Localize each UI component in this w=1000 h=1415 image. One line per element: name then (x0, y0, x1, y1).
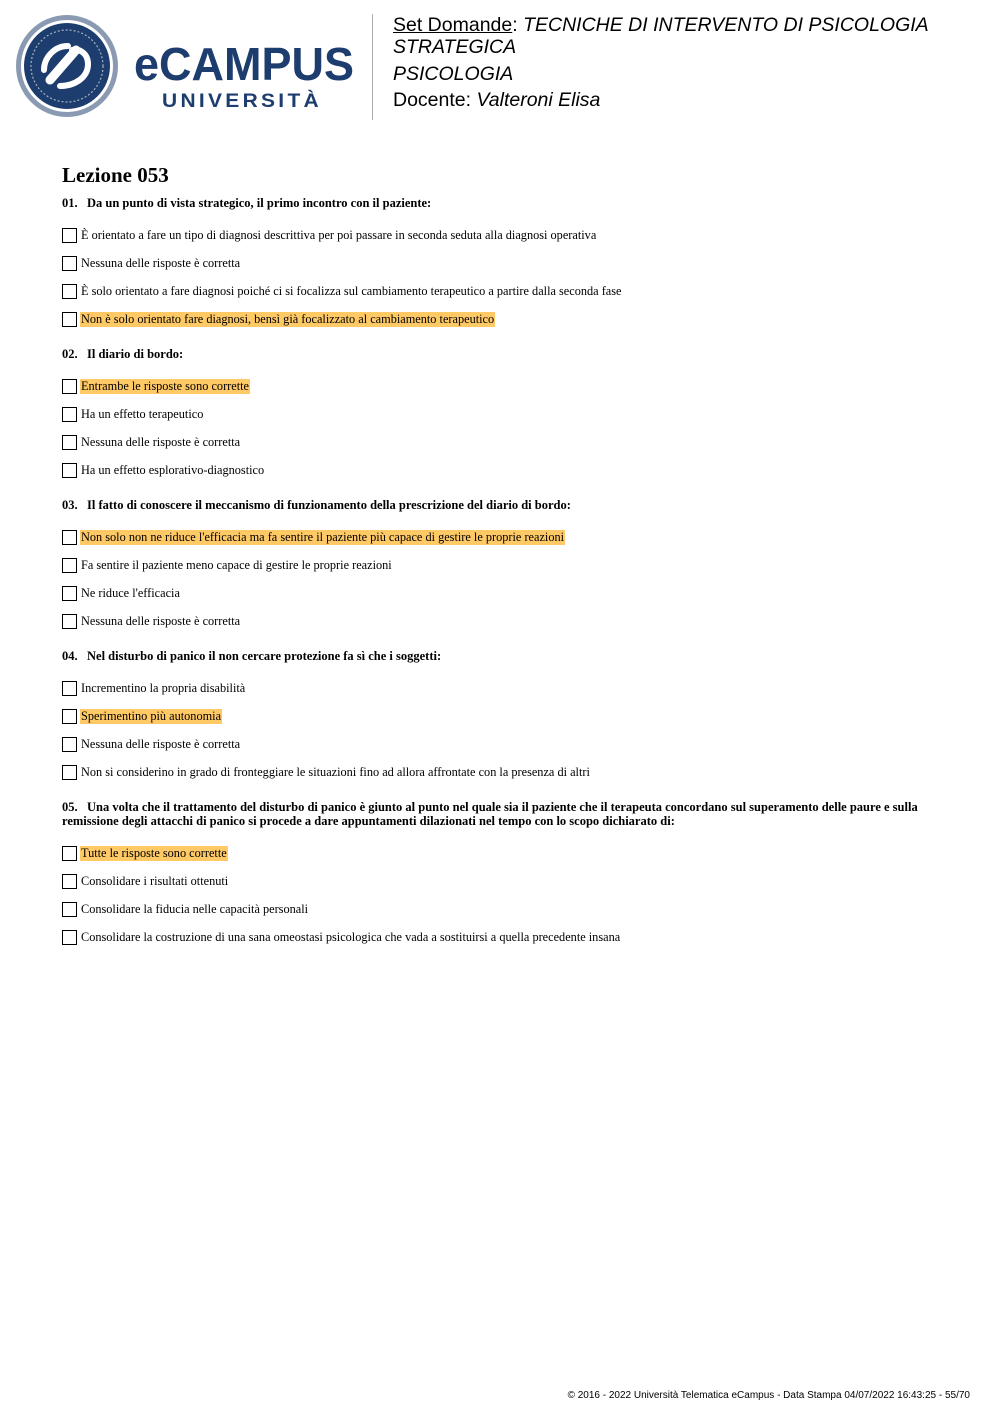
answer-checkbox[interactable] (62, 902, 77, 917)
answer-label-highlighted: Tutte le risposte sono corrette (81, 845, 227, 860)
answer-label: È orientato a fare un tipo di diagnosi descrittiva per poi passare in seconda seduta alla diagnosi operativa (81, 227, 597, 242)
answer-checkbox[interactable] (62, 379, 77, 394)
answer-option-correct[interactable] (62, 305, 942, 333)
answer-option-correct[interactable] (62, 702, 942, 730)
answer-label: Ha un effetto terapeutico (81, 406, 204, 421)
answer-label: Ne riduce l'efficacia (81, 585, 180, 600)
answer-option[interactable] (62, 456, 942, 484)
answer-checkbox[interactable] (62, 765, 77, 780)
answer-checkbox[interactable] (62, 463, 77, 478)
question-04 (62, 649, 942, 786)
answer-checkbox[interactable] (62, 312, 77, 327)
answer-checkbox[interactable] (62, 930, 77, 945)
answer-option[interactable] (62, 579, 942, 607)
answer-checkbox[interactable] (62, 614, 77, 629)
set-separator: : (512, 14, 518, 36)
answer-option[interactable] (62, 867, 942, 895)
question-prompt: Il diario di bordo: (87, 347, 184, 361)
logo-subtitle: UNIVERSITÀ (162, 91, 308, 112)
question-prompt: Una volta che il trattamento del disturbo di panico è giunto al punto nel quale sia il paziente che il terapeuta concordano sul superamento delle paure e sulla remissione degli attacchi di panico si procede a dare appuntamenti dilazionati nel tempo con lo scopo dichiarato di: (62, 800, 918, 828)
question-number: 04. (62, 649, 78, 663)
answer-option[interactable] (62, 895, 942, 923)
question-prompt: Il fatto di conoscere il meccanismo di funzionamento della prescrizione del diario di bordo: (87, 498, 571, 512)
question-prompt: Nel disturbo di panico il non cercare protezione fa sì che i soggetti: (87, 649, 442, 663)
question-text (62, 347, 942, 361)
answer-label-highlighted: Sperimentino più autonomia (81, 708, 222, 723)
question-05 (62, 800, 942, 951)
answer-option-correct[interactable] (62, 523, 942, 551)
answer-option[interactable] (62, 923, 942, 951)
teacher-line (393, 89, 983, 111)
ecampus-emblem-icon (14, 14, 359, 118)
course-name: PSICOLOGIA (393, 63, 514, 85)
answer-label: Ha un effetto esplorativo-diagnostico (81, 462, 265, 477)
question-01 (62, 196, 942, 333)
answer-checkbox[interactable] (62, 709, 77, 724)
answer-option[interactable] (62, 221, 942, 249)
course-header (393, 14, 983, 115)
answer-checkbox[interactable] (62, 586, 77, 601)
answer-checkbox[interactable] (62, 846, 77, 861)
answer-option[interactable] (62, 674, 942, 702)
question-number: 01. (62, 196, 78, 210)
question-text (62, 800, 942, 828)
question-03 (62, 498, 942, 635)
teacher-name: Valteroni Elisa (476, 89, 601, 111)
answer-option[interactable] (62, 607, 942, 635)
answer-checkbox[interactable] (62, 407, 77, 422)
answer-option[interactable] (62, 249, 942, 277)
answer-option[interactable] (62, 758, 942, 786)
question-number: 03. (62, 498, 78, 512)
answer-label: Nessuna delle risposte è corretta (81, 255, 241, 270)
answer-option[interactable] (62, 277, 942, 305)
set-label: Set Domande (393, 14, 513, 36)
answer-label: Consolidare la fiducia nelle capacità personali (81, 901, 309, 916)
question-list (62, 196, 942, 965)
page-footer: © 2016 - 2022 Università Telematica eCampus - Data Stampa 04/07/2022 16:43:25 - 55/70 (567, 1390, 970, 1401)
answer-checkbox[interactable] (62, 284, 77, 299)
answer-label: Fa sentire il paziente meno capace di gestire le proprie reazioni (81, 557, 392, 572)
answer-checkbox[interactable] (62, 681, 77, 696)
logo-brand: eCAMPUS (134, 38, 354, 90)
question-text (62, 649, 942, 663)
answer-label: Nessuna delle risposte è corretta (81, 613, 241, 628)
question-number: 05. (62, 800, 78, 814)
answer-checkbox[interactable] (62, 558, 77, 573)
answer-option-correct[interactable] (62, 372, 942, 400)
answer-label: Non si considerino in grado di fronteggiare le situazioni fino ad allora affrontate con la presenza di altri (81, 764, 590, 779)
answer-checkbox[interactable] (62, 256, 77, 271)
answer-label: È solo orientato a fare diagnosi poiché ci si focalizza sul cambiamento terapeutico a partire dalla seconda fase (81, 283, 622, 298)
answer-checkbox[interactable] (62, 874, 77, 889)
answer-label: Nessuna delle risposte è corretta (81, 434, 241, 449)
header-divider (372, 14, 373, 120)
answer-option[interactable] (62, 400, 942, 428)
ecampus-logo (14, 14, 359, 118)
answer-label: Consolidare i risultati ottenuti (81, 873, 229, 888)
answer-option[interactable] (62, 551, 942, 579)
question-number: 02. (62, 347, 78, 361)
answer-label: Nessuna delle risposte è corretta (81, 736, 241, 751)
question-02 (62, 347, 942, 484)
answer-option-correct[interactable] (62, 839, 942, 867)
answer-label-highlighted: Non solo non ne riduce l'efficacia ma fa sentire il paziente più capace di gestire le proprie reazioni (81, 529, 565, 544)
answer-checkbox[interactable] (62, 737, 77, 752)
question-text (62, 498, 942, 512)
answer-checkbox[interactable] (62, 530, 77, 545)
question-text (62, 196, 942, 210)
answer-label: Incrementino la propria disabilità (81, 680, 246, 695)
answer-label-highlighted: Entrambe le risposte sono corrette (81, 378, 250, 393)
set-title: TECNICHE DI INTERVENTO DI PSICOLOGIA STRATEGICA (393, 14, 928, 58)
lesson-title: Lezione 053 (62, 163, 169, 187)
teacher-label: Docente: (393, 89, 472, 111)
answer-checkbox[interactable] (62, 435, 77, 450)
answer-option[interactable] (62, 428, 942, 456)
set-line (393, 14, 983, 58)
answer-option[interactable] (62, 730, 942, 758)
answer-label-highlighted: Non è solo orientato fare diagnosi, bensì già focalizzato al cambiamento terapeutico (81, 311, 495, 326)
answer-checkbox[interactable] (62, 228, 77, 243)
question-prompt: Da un punto di vista strategico, il primo incontro con il paziente: (87, 196, 432, 210)
answer-label: Consolidare la costruzione di una sana omeostasi psicologica che vada a sostituirsi a quella precedente insana (81, 929, 621, 944)
